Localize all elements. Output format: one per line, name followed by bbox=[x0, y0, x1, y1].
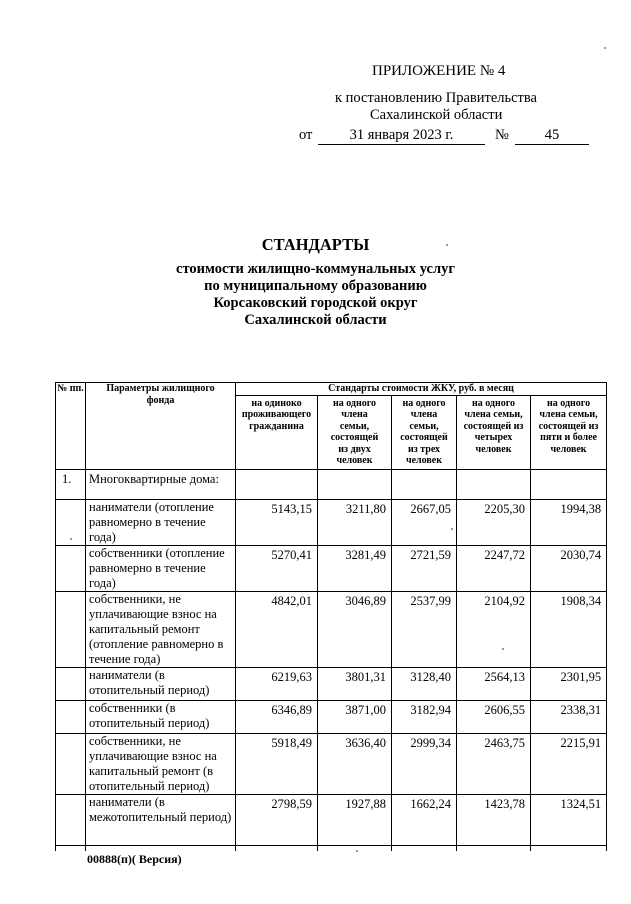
cell-value: 2667,05 bbox=[392, 499, 457, 545]
row-label: собственники, не уплачивающие взнос на капитальный ремонт (отопление равномерно в течение года) bbox=[86, 591, 236, 667]
cell-value: 1324,51 bbox=[531, 794, 607, 845]
cell-value: 3801,31 bbox=[318, 667, 392, 700]
document-title: СТАНДАРТЫ bbox=[261, 235, 370, 254]
header-num: № пп. bbox=[56, 383, 86, 470]
subtitle-line-1: стоимости жилищно-коммунальных услуг bbox=[176, 261, 455, 277]
subtitle-line-4: Сахалинской области bbox=[244, 312, 387, 328]
header-params: Параметры жилищного фонда bbox=[86, 383, 236, 470]
row-label: собственники (в отопительный период) bbox=[86, 700, 236, 733]
cell-value: 5918,49 bbox=[236, 733, 318, 794]
number-label: № bbox=[495, 127, 509, 143]
row-label: собственники, не уплачивающие взнос на капитальный ремонт (в отопительный период) bbox=[86, 733, 236, 794]
cell-value: 3211,80 bbox=[318, 499, 392, 545]
cell-value: 2247,72 bbox=[457, 545, 531, 591]
cell-value: 1927,88 bbox=[318, 794, 392, 845]
scan-speck bbox=[604, 47, 606, 49]
row-label: наниматели (в межотопительный период) bbox=[86, 794, 236, 845]
cell-value: 3871,00 bbox=[318, 700, 392, 733]
table-row bbox=[56, 733, 607, 794]
cell-value: 2798,59 bbox=[236, 794, 318, 845]
cell-value: 1423,78 bbox=[457, 794, 531, 845]
subtitle-line-2: по муниципальному образованию bbox=[204, 278, 427, 294]
cell-value: 3046,89 bbox=[318, 591, 392, 667]
scan-speck bbox=[446, 244, 448, 246]
scan-speck bbox=[70, 538, 72, 540]
header-col-5: на одного члена семьи, состоящей из пяти и более человек bbox=[531, 395, 607, 469]
scan-speck bbox=[451, 528, 453, 530]
appendix-region-line: Сахалинской области bbox=[370, 107, 503, 123]
subtitle-line-3: Корсаковский городской округ bbox=[213, 295, 418, 311]
header-col-1: на одиноко проживающего гражданина bbox=[236, 395, 318, 469]
cell-value: 1908,34 bbox=[531, 591, 607, 667]
header-col-3: на одного члена семьи, состоящей из трех человек bbox=[392, 395, 457, 469]
cell-value: 2999,34 bbox=[392, 733, 457, 794]
appendix-resolution-line: к постановлению Правительства bbox=[335, 90, 537, 106]
section-num: 1. bbox=[56, 469, 86, 499]
scan-speck bbox=[502, 648, 504, 650]
cell-value: 2205,30 bbox=[457, 499, 531, 545]
cell-value: 2606,55 bbox=[457, 700, 531, 733]
table-row bbox=[56, 794, 607, 845]
cell-value: 4842,01 bbox=[236, 591, 318, 667]
cell-value: 3636,40 bbox=[318, 733, 392, 794]
date-label: от bbox=[299, 127, 313, 143]
cell-value: 3281,49 bbox=[318, 545, 392, 591]
cell-value: 2301,95 bbox=[531, 667, 607, 700]
cell-value: 5270,41 bbox=[236, 545, 318, 591]
cell-value: 2215,91 bbox=[531, 733, 607, 794]
cell-value: 3182,94 bbox=[392, 700, 457, 733]
cell-value: 1662,24 bbox=[392, 794, 457, 845]
cell-value: 2030,74 bbox=[531, 545, 607, 591]
header-standards-group: Стандарты стоимости ЖКУ, руб. в месяц bbox=[236, 383, 607, 396]
cell-value: 5143,15 bbox=[236, 499, 318, 545]
scan-speck bbox=[356, 850, 358, 852]
cell-value: 2537,99 bbox=[392, 591, 457, 667]
cell-value: 1994,38 bbox=[531, 499, 607, 545]
table-row bbox=[56, 591, 607, 667]
table-row bbox=[56, 667, 607, 700]
row-label: собственники (отопление равномерно в течение года) bbox=[86, 545, 236, 591]
table-row bbox=[56, 499, 607, 545]
cell-value: 6219,63 bbox=[236, 667, 318, 700]
row-label: наниматели (отопление равномерно в течение года) bbox=[86, 499, 236, 545]
appendix-title: ПРИЛОЖЕНИЕ № 4 bbox=[372, 63, 506, 79]
header-col-4: на одного члена семьи, состоящей из четырех человек bbox=[457, 395, 531, 469]
cell-value: 2104,92 bbox=[457, 591, 531, 667]
resolution-date: 31 января 2023 г. bbox=[318, 127, 485, 145]
table-row bbox=[56, 545, 607, 591]
row-label: наниматели (в отопительный период) bbox=[86, 667, 236, 700]
cell-value: 2463,75 bbox=[457, 733, 531, 794]
footer-version: 00888(п)( Версия) bbox=[87, 852, 182, 866]
cell-value: 2721,59 bbox=[392, 545, 457, 591]
cell-value: 6346,89 bbox=[236, 700, 318, 733]
section-label: Многоквартирные дома: bbox=[86, 469, 236, 499]
cell-value: 3128,40 bbox=[392, 667, 457, 700]
table-row bbox=[56, 700, 607, 733]
standards-table bbox=[55, 382, 607, 851]
resolution-number: 45 bbox=[515, 127, 589, 145]
header-col-2: на одного члена семьи, состоящей из двух человек bbox=[318, 395, 392, 469]
cell-value: 2564,13 bbox=[457, 667, 531, 700]
cell-value: 2338,31 bbox=[531, 700, 607, 733]
